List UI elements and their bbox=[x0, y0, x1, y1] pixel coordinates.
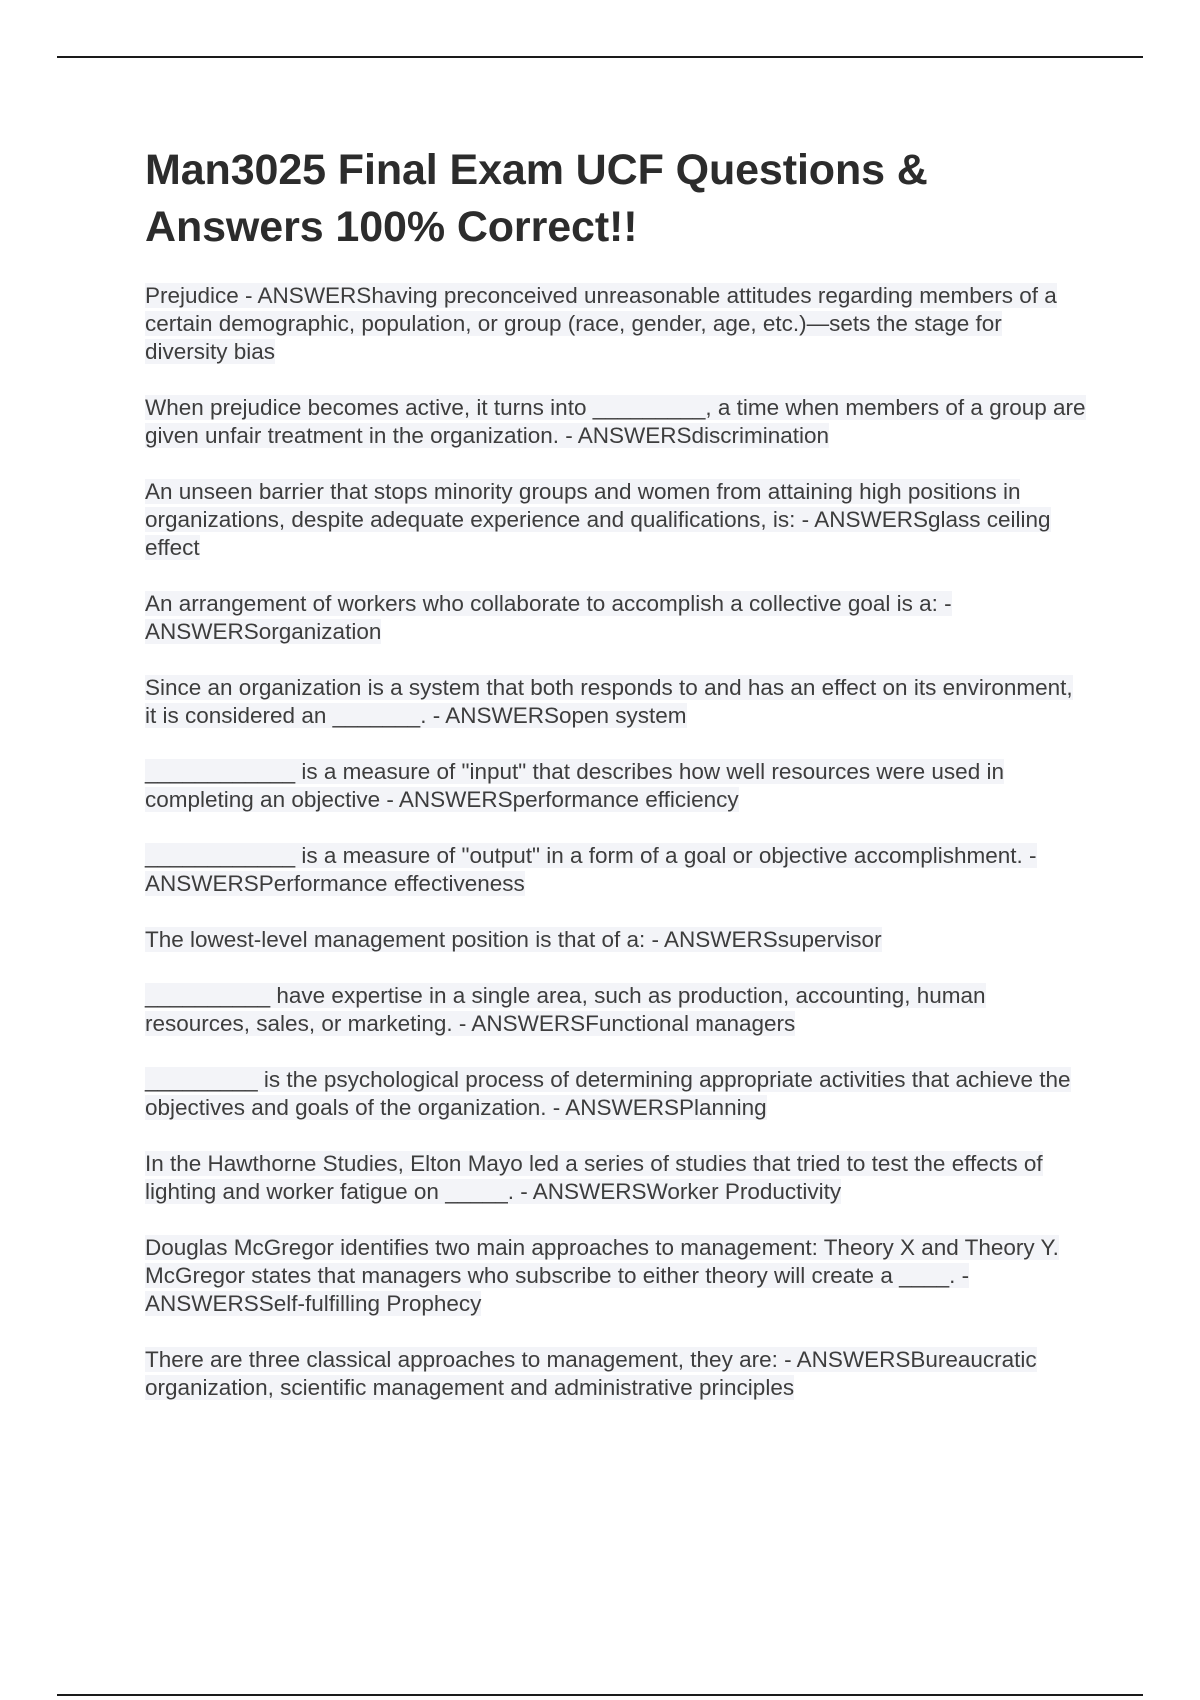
qa-item-performance-effectiveness bbox=[145, 842, 1090, 898]
qa-text: Prejudice - ANSWERShaving preconceived unreasonable attitudes regarding members of a certain demographic, population, or group (race, gender, age, etc.)—sets the stage for diversity bias bbox=[145, 283, 1057, 364]
qa-text: ____________ is a measure of "input" that describes how well resources were used in completing an objective - ANSWERSperformance efficiency bbox=[145, 759, 1004, 812]
bottom-divider bbox=[57, 1694, 1143, 1696]
qa-item-prejudice bbox=[145, 282, 1090, 366]
qa-text: The lowest-level management position is that of a: - ANSWERSsupervisor bbox=[145, 927, 882, 952]
qa-item-glass-ceiling bbox=[145, 478, 1090, 562]
qa-text: Douglas McGregor identifies two main approaches to management: Theory X and Theory Y. McGregor states that managers who subscribe to either theory will create a ____. - ANSWERSSelf-fulfilling Prophecy bbox=[145, 1235, 1059, 1316]
qa-item-mcgregor bbox=[145, 1234, 1090, 1318]
qa-text: ____________ is a measure of "output" in a form of a goal or objective accomplishment. - ANSWERSPerformance effectiveness bbox=[145, 843, 1037, 896]
qa-text: In the Hawthorne Studies, Elton Mayo led a series of studies that tried to test the effects of lighting and worker fatigue on _____. - ANSWERSWorker Productivity bbox=[145, 1151, 1043, 1204]
qa-item-classical-approaches bbox=[145, 1346, 1090, 1402]
qa-text: __________ have expertise in a single area, such as production, accounting, human resources, sales, or marketing. - ANSWERSFunctional managers bbox=[145, 983, 986, 1036]
qa-text: An arrangement of workers who collaborate to accomplish a collective goal is a: - ANSWERSorganization bbox=[145, 591, 952, 644]
qa-text: An unseen barrier that stops minority groups and women from attaining high positions in organizations, despite adequate experience and qualifications, is: - ANSWERSglass ceiling effect bbox=[145, 479, 1051, 560]
qa-text: Since an organization is a system that both responds to and has an effect on its environment, it is considered an _______. - ANSWERSopen system bbox=[145, 675, 1073, 728]
qa-text: _________ is the psychological process of determining appropriate activities that achieve the objectives and goals of the organization. - ANSWERSPlanning bbox=[145, 1067, 1071, 1120]
document-title: Man3025 Final Exam UCF Questions & Answers 100% Correct!! bbox=[145, 146, 928, 251]
qa-item-discrimination bbox=[145, 394, 1090, 450]
document-body bbox=[145, 142, 1090, 1430]
qa-text: There are three classical approaches to management, they are: - ANSWERSBureaucratic organization, scientific management and administrative principles bbox=[145, 1347, 1037, 1400]
qa-item-supervisor bbox=[145, 926, 1090, 954]
qa-item-planning bbox=[145, 1066, 1090, 1122]
qa-item-performance-efficiency bbox=[145, 758, 1090, 814]
qa-item-functional-managers bbox=[145, 982, 1090, 1038]
qa-item-hawthorne bbox=[145, 1150, 1090, 1206]
qa-text: When prejudice becomes active, it turns into _________, a time when members of a group are given unfair treatment in the organization. - ANSWERSdiscrimination bbox=[145, 395, 1086, 448]
top-divider bbox=[57, 56, 1143, 58]
qa-list bbox=[145, 282, 1090, 1402]
qa-item-open-system bbox=[145, 674, 1090, 730]
qa-item-organization bbox=[145, 590, 1090, 646]
